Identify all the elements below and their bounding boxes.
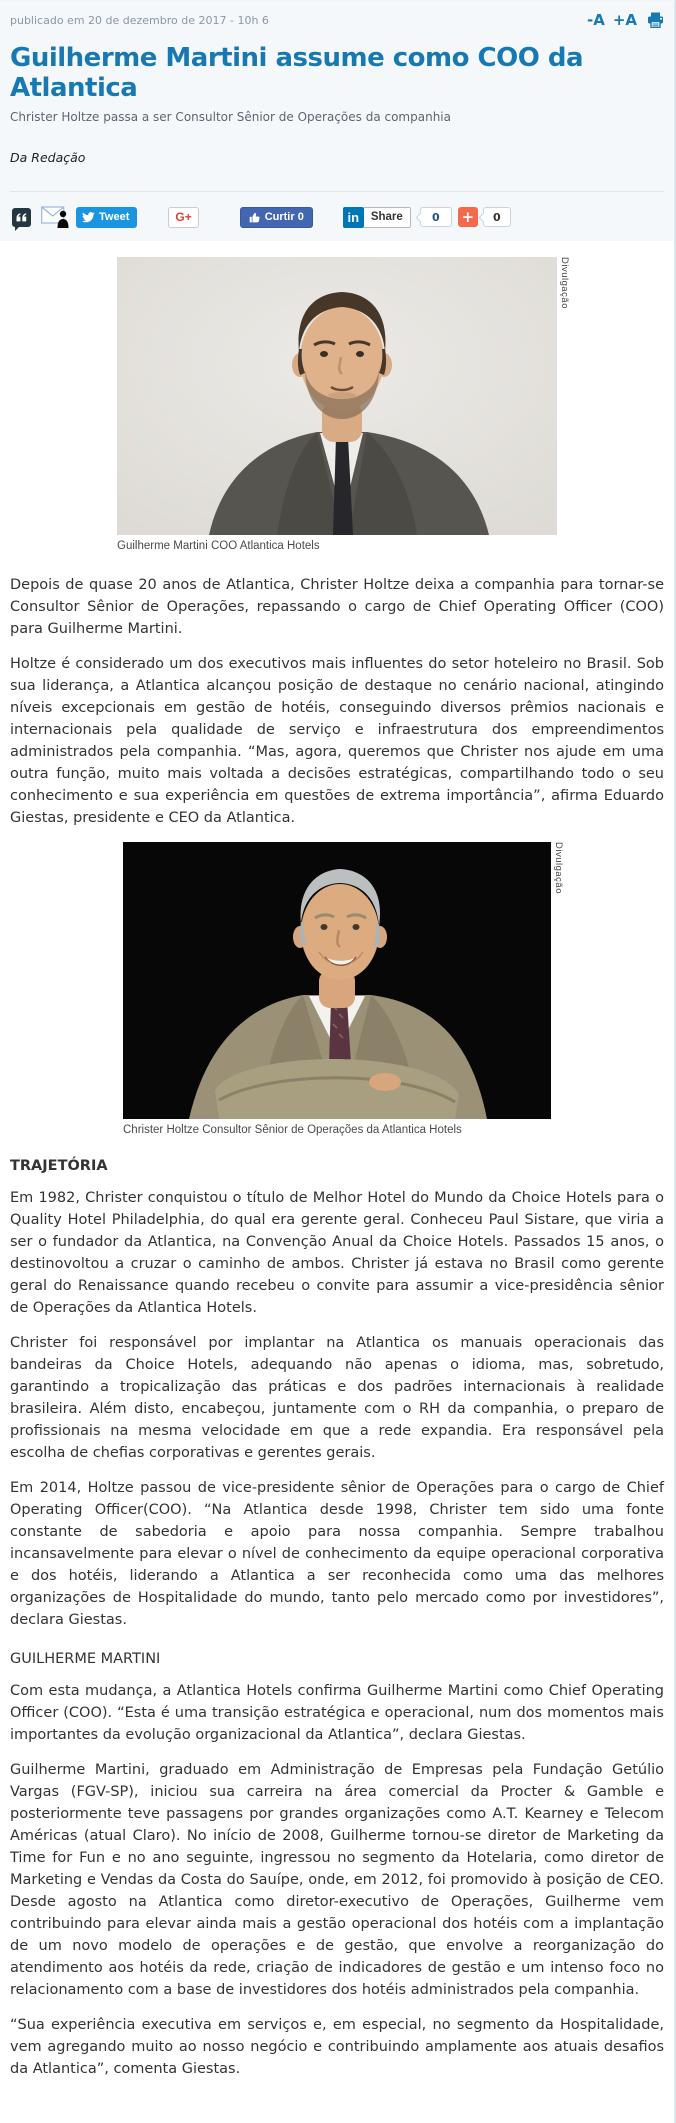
quote-comment-icon[interactable] (12, 208, 31, 227)
article-paragraph: Guilherme Martini, graduado em Administração de Empresas pela Fundação Getúlio Vargas (FGV-SP), iniciou sua carreira na área comercial da Procter & Gamble e posteriormente teve passagens por grandes organizações como A.T. Kearney e Telecom Américas (atual Claro). No início de 2008, Guilherme tornou-se diretor de Marketing da Time for Fun e no ano seguinte, ingressou no segmento da Hotelaria, como diretor de Marketing e Vendas da Costa do Sauípe, onde, em 2012, foi promovido à posição de CEO. Desde agosto na Atlantica como diretor-executivo de Operações, Guilherme vem contribuindo para elevar ainda mais a gestão operacional dos hotéis com a implantação de um novo modelo de operações e de gestão, que envolve a reorganização do atendimento aos hotéis da rede, criação de indicadores de gestão e um intenso foco no relacionamento com a base de investidores dos hotéis administrados pela companhia. (10, 1762, 664, 1998)
linkedin-share-count: 0 (420, 207, 452, 227)
email-share-icon[interactable] (41, 206, 69, 228)
photo-credit: Divulgação (559, 257, 570, 309)
meta-row (10, 11, 664, 29)
page-title: Guilherme Martini assume como COO da Atlantica (10, 43, 584, 103)
article-paragraph: Depois de quase 20 anos de Atlantica, Christer Holtze deixa a companhia para tornar-se Consultor Sênior de Operações, repassando o cargo de Chief Operating Officer (COO) para Guilherme Martini. (10, 577, 664, 637)
section-heading-trajetoria: TRAJETÓRIA (10, 1158, 108, 1174)
figure-guilherme-martini (117, 257, 570, 552)
header-divider (10, 191, 664, 192)
photo-caption: Christer Holtze Consultor Sênior de Operações da Atlantica Hotels (123, 1124, 462, 1136)
facebook-like-label: Curtir 0 (264, 211, 304, 223)
article-paragraph: Com esta mudança, a Atlantica Hotels confirma Guilherme Martini como Chief Operating Officer (COO). “Esta é uma transição estratégica e operacional, num dos momentos mais importantes da evolução organizacional da Atlantica”, declara Giestas. (10, 1683, 664, 1743)
published-date: publicado em 20 de dezembro de 2017 - 10h 6 (10, 13, 269, 27)
font-decrease-button[interactable]: -A (586, 11, 605, 29)
article-paragraph: Em 1982, Christer conquistou o título de Melhor Hotel do Mundo da Choice Hotels para o Quality Hotel Philadelphia, do qual era gerente geral. Conheceu Paul Sistare, que viria a ser o fundador da Atlantica, na Convenção Anual da Choice Hotels. Passados 15 anos, o destinovoltou a cruzar o caminho de ambos. Christer já estava no Brasil como gerente geral do Renaissance quando recebeu o convite para assumir a vice-presidência sênior de Operações da Atlantica Hotels. (10, 1190, 664, 1316)
photo-caption: Guilherme Martini COO Atlantica Hotels (117, 540, 320, 552)
addthis-share-button[interactable]: + (458, 207, 478, 227)
portrait-photo-christer (123, 842, 551, 1119)
thumbs-up-icon (249, 212, 260, 223)
section-heading-guilherme-martini: GUILHERME MARTINI (10, 1651, 161, 1667)
article-paragraph: Christer foi responsável por implantar na Atlantica os manuais operacionais das bandeiras da Choice Hotels, adequando não apenas o idioma, mas, sobretudo, garantindo a tropicalização das práticas e dos padrões internacionais à realidade brasileira. Além disto, encabeçou, juntamente com o RH da companhia, o preparo de profissionais na mesma velocidade em que a rede expandia. Era responsável pela escolha de chefias corporativas e gerentes gerais. (10, 1335, 664, 1461)
linkedin-share-label: Share (364, 207, 411, 228)
linkedin-icon: in (343, 207, 364, 228)
tweet-button[interactable] (76, 207, 137, 228)
article-header (0, 1, 674, 241)
portrait-photo-guilherme (117, 257, 557, 535)
font-size-controls (587, 11, 664, 29)
article-paragraph: “Sua experiência executiva em serviços e, em especial, no segmento da Hospitalidade, vem agregando muito ao nosso negócio e contribuindo amplamente aos atuais desafios da Atlantica”, comenta Giestas. (10, 2017, 664, 2077)
article-paragraph: Em 2014, Holtze passou de vice-presidente sênior de Operações para o cargo de Chief Operating Officer(COO). “Na Atlantica desde 1998, Christer tem sido uma fonte constante de sabedoria e apoio para nossa companhia. Sempre trabalhou incansavelmente para elevar o nível de conhecimento da equipe operacional corporativa e dos hotéis, liderando a Atlantica a ser reconhecida como uma das melhores organizações de Hospitalidade do mundo, tanto pelo mercado como por investidores”, declara Giestas. (10, 1480, 664, 1628)
article-subtitle: Christer Holtze passa a ser Consultor Sênior de Operações da companhia (10, 110, 451, 124)
photo-credit: Divulgação (553, 842, 564, 894)
google-plus-label: G+ (175, 210, 192, 224)
addthis-share-count: 0 (483, 207, 511, 227)
font-increase-button[interactable]: +A (612, 11, 637, 29)
twitter-bird-icon (82, 212, 95, 223)
print-icon[interactable] (647, 12, 664, 28)
tweet-button-label: Tweet (99, 211, 130, 223)
article-body (0, 241, 674, 2123)
article-paragraph: Holtze é considerado um dos executivos mais influentes do setor hoteleiro no Brasil. Sob sua liderança, a Atlantica alcançou posição de destaque no cenário nacional, atingindo níveis excepcionais em gestão de hotéis, conseguindo diversos prêmios nacionais e internacionais pela qualidade de serviço e infraestrutura dos empreendimentos administrados pela companhia. “Mas, agora, queremos que Christer nos ajude em uma outra função, muito mais voltada a decisões estratégicas, compartilhando todo o seu conhecimento e sua experiência em questões de extrema importância”, afirma Eduardo Giestas, presidente e CEO da Atlantica. (10, 656, 664, 826)
facebook-like-button[interactable] (240, 207, 313, 228)
google-plus-button[interactable] (168, 207, 198, 228)
byline: Da Redação (10, 150, 86, 165)
linkedin-share-button[interactable] (343, 207, 411, 228)
share-toolbar (10, 205, 664, 229)
figure-christer-holtze (123, 842, 564, 1136)
